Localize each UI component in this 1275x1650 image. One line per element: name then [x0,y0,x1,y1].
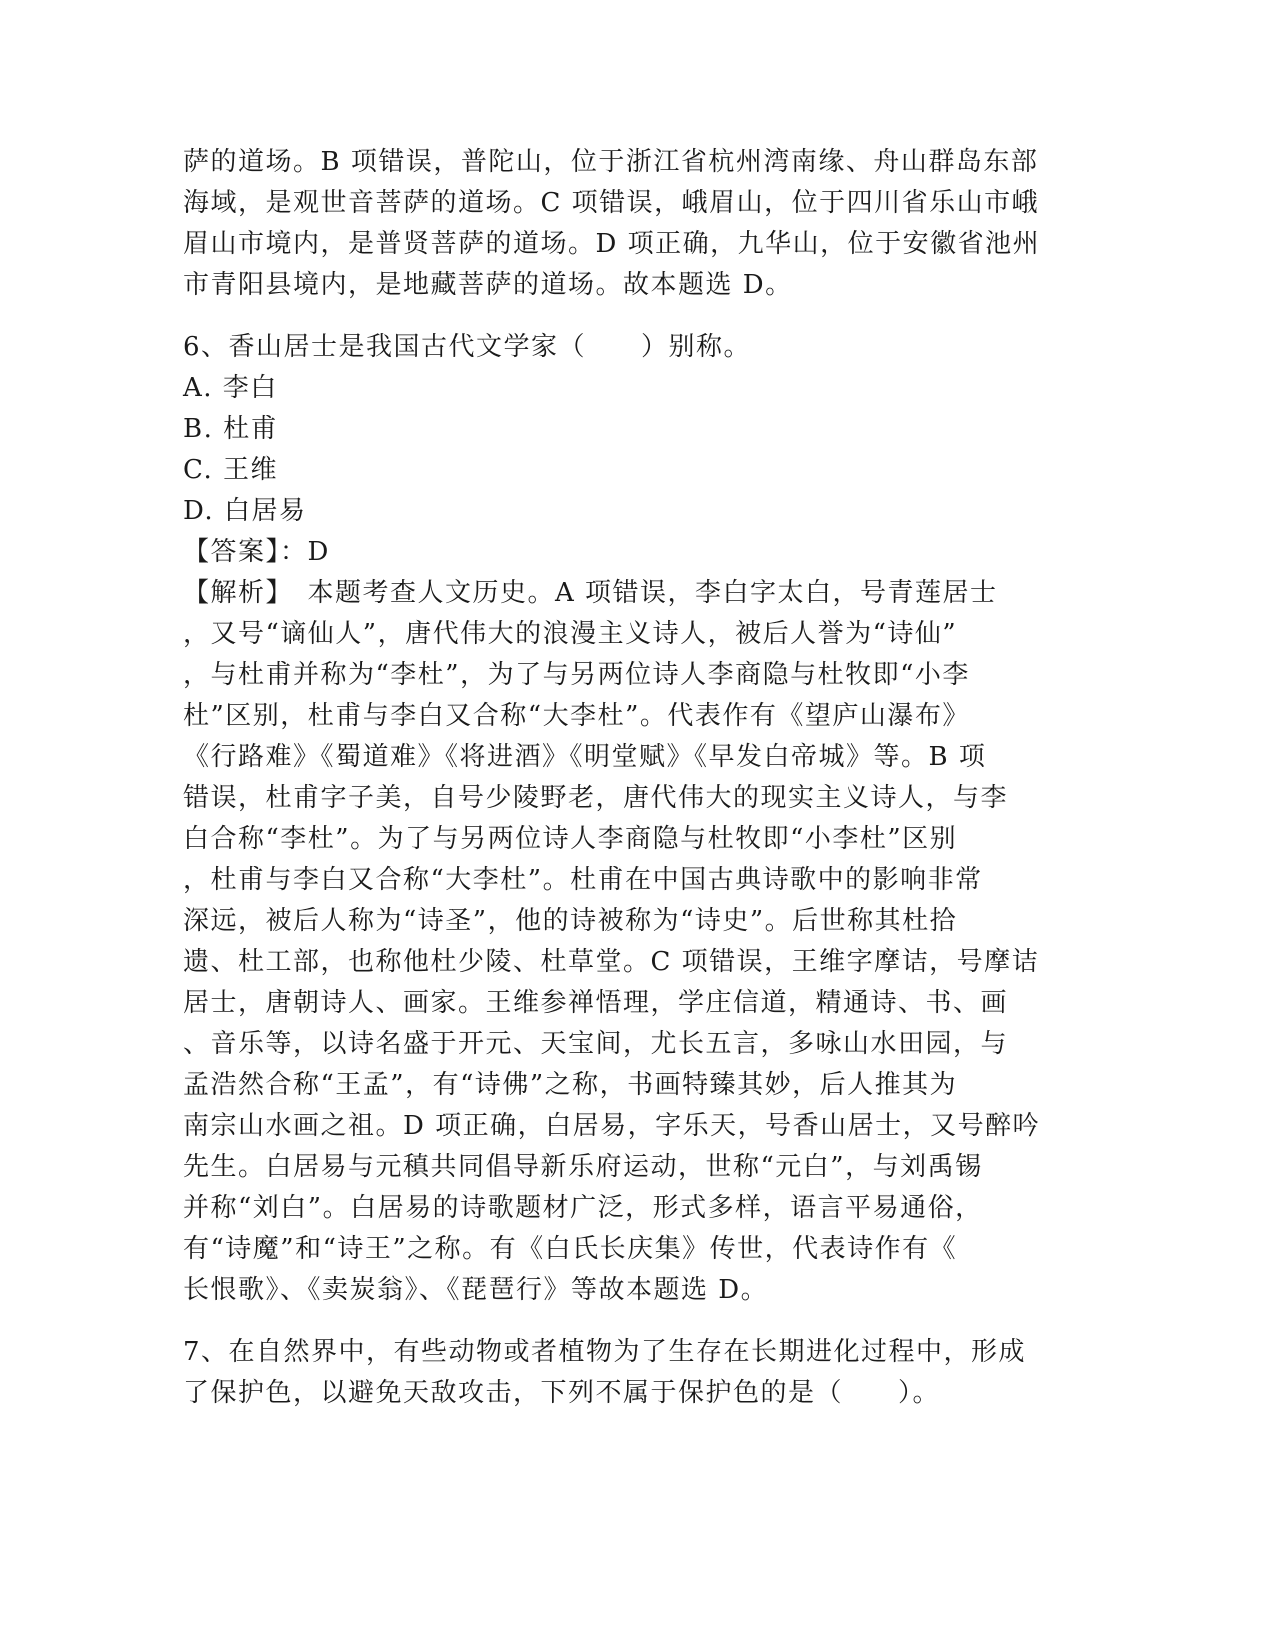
text-line: 长恨歌》、《卖炭翁》、《琵琶行》等故本题选 D。 [183,1275,769,1305]
option-a: A. 李白 [183,373,278,403]
question-7 [183,1332,1043,1414]
text-line: 孟浩然合称“王孟”，有“诗佛”之称，书画特臻其妙，后人推其为 [183,1070,958,1100]
text-line: 萨的道场。B 项错误，普陀山，位于浙江省杭州湾南缘、舟山群岛东部 [183,147,1039,177]
text-line: 先生。白居易与元稹共同倡导新乐府运动，世称“元白”，与刘禹锡 [183,1152,983,1182]
text-line: 海域，是观世音菩萨的道场。C 项错误，峨眉山，位于四川省乐山市峨 [183,188,1040,218]
document-page [183,142,1043,1414]
question-stem: 6、香山居士是我国古代文学家（ ）别称。 [183,332,752,362]
text-line: 南宗山水画之祖。D 项正确，白居易，字乐天，号香山居士，又号醉吟 [183,1111,1041,1141]
text-line: 【解析】 本题考查人文历史。A 项错误，李白字太白，号青莲居士 [183,578,998,608]
text-line: 并称“刘白”。白居易的诗歌题材广泛，形式多样，语言平易通俗， [183,1193,983,1223]
text-line: ，又号“谪仙人”，唐代伟大的浪漫主义诗人，被后人誉为“诗仙” [183,619,958,649]
text-line: ，杜甫与李白又合称“大李杜”。杜甫在中国古典诗歌中的影响非常 [183,865,983,895]
text-line: 遗、杜工部，也称他杜少陵、杜草堂。C 项错误，王维字摩诘，号摩诘 [183,947,1040,977]
question-6 [183,327,1043,1311]
text-line: 市青阳县境内，是地藏菩萨的道场。故本题选 D。 [183,270,793,300]
option-b: B. 杜甫 [183,414,279,444]
text-line: 、音乐等，以诗名盛于开元、天宝间，尤长五言，多咏山水田园，与 [183,1029,1009,1059]
option-c: C. 王维 [183,455,278,485]
text-line: 杜”区别，杜甫与李白又合称“大李杜”。代表作有《望庐山瀑布》 [183,701,970,731]
question-stem: 7、在自然界中，有些动物或者植物为了生存在长期进化过程中，形成 [183,1337,1027,1367]
text-line: 《行路难》《蜀道难》《将进酒》《明堂赋》《早发白帝城》等。B 项 [183,742,987,772]
text-line: 眉山市境内，是普贤菩萨的道场。D 项正确，九华山，位于安徽省池州 [183,229,1041,259]
text-line: 有“诗魔”和“诗王”之称。有《白氏长庆集》传世，代表诗作有《 [183,1234,958,1264]
answer-line: 【答案】：D [183,537,330,567]
text-line: ，与杜甫并称为“李杜”，为了与另两位诗人李商隐与杜牧即“小李 [183,660,970,690]
text-line: 错误，杜甫字子美，自号少陵野老，唐代伟大的现实主义诗人，与李 [183,783,1009,813]
option-d: D. 白居易 [183,496,307,526]
analysis [183,573,1043,1311]
text-line: 居士，唐朝诗人、画家。王维参禅悟理，学庄信道，精通诗、书、画 [183,988,1009,1018]
text-line: 白合称“李杜”。为了与另两位诗人李商隐与杜牧即“小李杜”区别 [183,824,958,854]
previous-analysis-continuation [183,142,1043,306]
text-line: 深远，被后人称为“诗圣”，他的诗被称为“诗史”。后世称其杜拾 [183,906,958,936]
question-stem: 了保护色，以避免天敌攻击，下列不属于保护色的是（ ）。 [183,1378,941,1408]
